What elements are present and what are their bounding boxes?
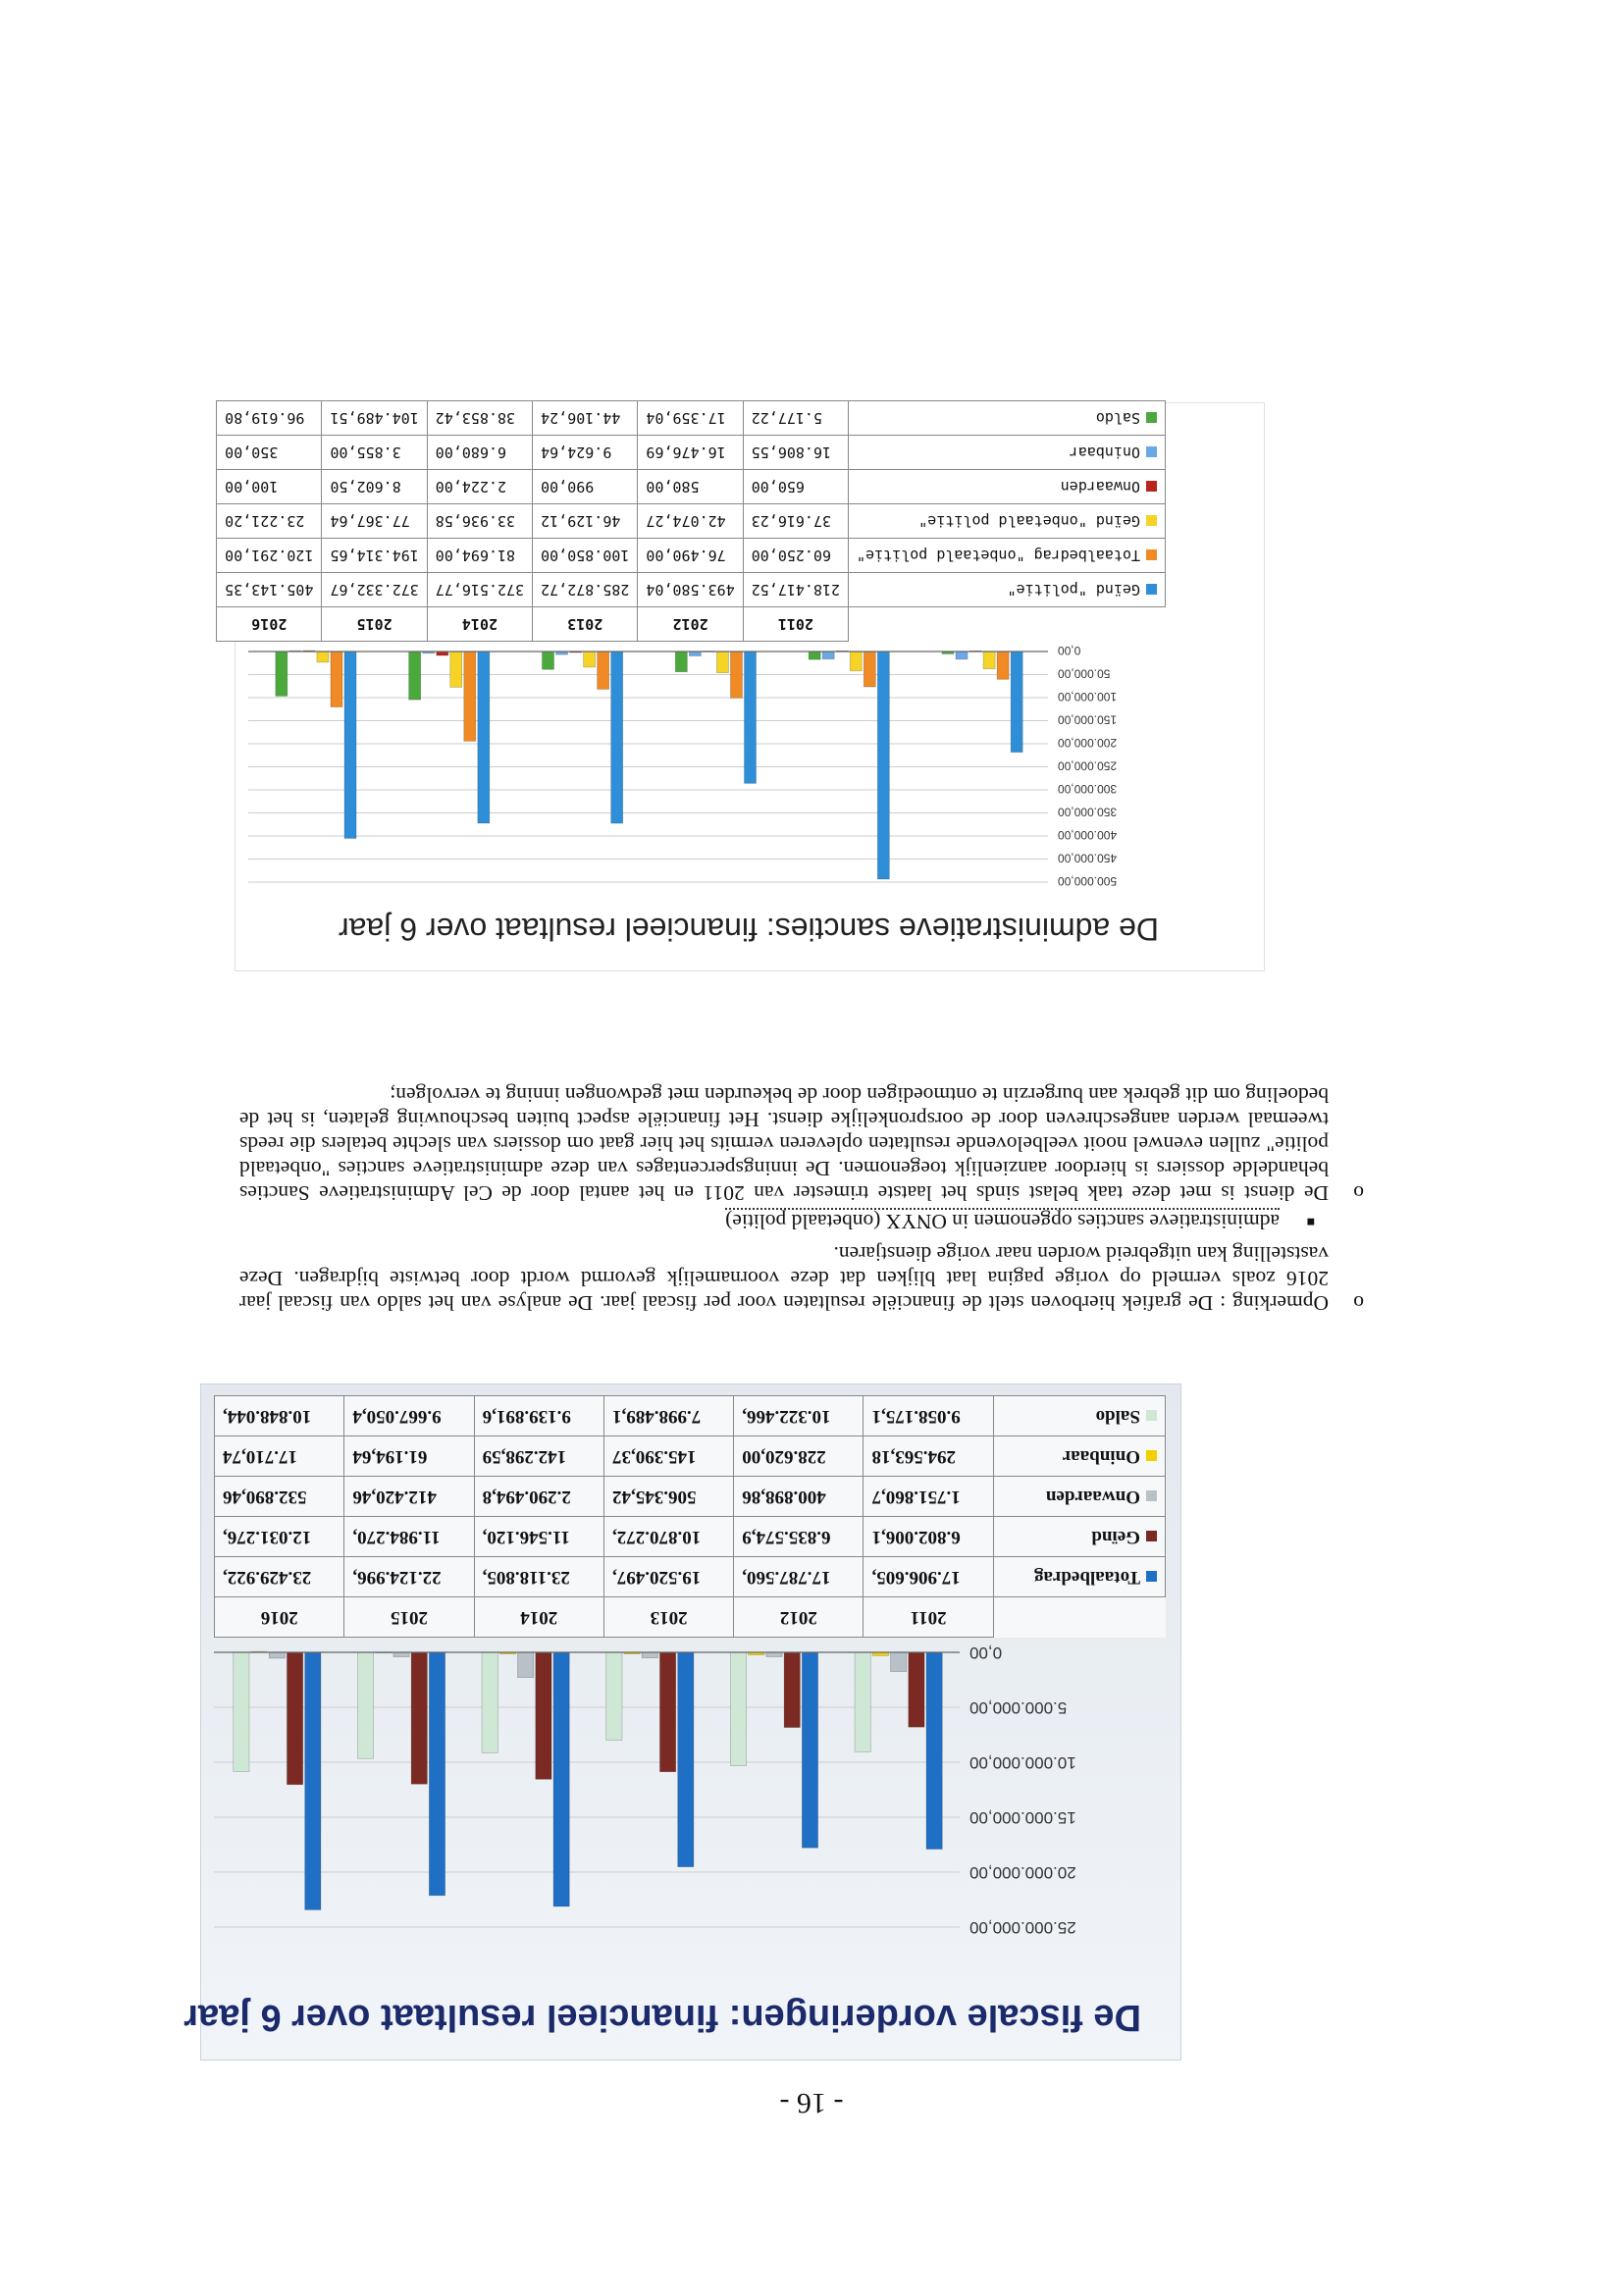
admin-series-label [849, 573, 1166, 607]
admin-bar [716, 652, 728, 673]
admin-year-header: 2016 [217, 607, 322, 642]
fiscal-series-name: Totaalbedrag [1033, 1567, 1140, 1588]
fiscal-y-tick-label: 5.000.000,00 [969, 1698, 1068, 1717]
fiscal-plot [199, 1638, 1180, 1961]
admin-bar [598, 652, 609, 689]
fiscal-value-cell: 9.139.891,6 [474, 1396, 603, 1436]
fiscal-value-cell: 19.520.497, [603, 1557, 733, 1597]
fiscal-value-cell: 145.390,37 [603, 1436, 733, 1477]
admin-row [217, 401, 1166, 436]
fiscal-bar [802, 1652, 817, 1848]
admin-series-name: Geïnd "politie" [1007, 581, 1140, 599]
admin-bar [997, 652, 1009, 679]
admin-bar [809, 652, 820, 659]
admin-value-cell: 6.680,00 [427, 436, 532, 470]
admin-value-cell: 16.476,69 [638, 436, 743, 470]
fiscal-value-cell: 412.420,46 [344, 1477, 474, 1517]
fiscal-bar [926, 1652, 942, 1850]
admin-value-cell: 8.602,50 [322, 470, 427, 504]
admin-bar [877, 652, 889, 879]
admin-series-label [849, 504, 1166, 539]
admin-value-cell: 650,00 [743, 470, 848, 504]
fiscal-bar [429, 1652, 445, 1896]
legend-swatch-icon [1146, 1490, 1157, 1501]
fiscal-value-cell: 532.890,46 [215, 1477, 344, 1517]
fiscal-bar [730, 1652, 746, 1766]
fiscal-value-cell: 10.870.272, [603, 1517, 733, 1557]
admin-row [217, 539, 1166, 573]
admin-y-tick-label: 250.000,00 [1058, 758, 1118, 773]
admin-bar [675, 652, 687, 672]
admin-row [217, 470, 1166, 504]
square-bullet-icon: ■ [1306, 1214, 1315, 1228]
fiscal-bar [855, 1652, 870, 1751]
remark-paragraph [239, 1241, 1378, 1315]
legend-swatch-icon [1146, 1410, 1157, 1421]
fiscal-bar [482, 1652, 497, 1752]
admin-series-label [849, 539, 1166, 573]
admin-bar [317, 652, 329, 662]
fiscal-bar [642, 1652, 657, 1658]
fiscal-value-cell: 11.984.270, [344, 1517, 474, 1557]
admin-bar [584, 652, 596, 667]
fiscal-value-cell: 294.563,18 [864, 1436, 993, 1477]
fiscal-bar [606, 1652, 622, 1741]
fiscal-header-row [215, 1597, 1166, 1638]
admin-value-cell: 46.129,12 [533, 504, 638, 539]
fiscal-bar [784, 1652, 800, 1728]
admin-y-tick-label: 0,00 [1058, 644, 1081, 657]
page-number: - 16 - [779, 2087, 844, 2119]
admin-bar [344, 652, 356, 838]
admin-text: De dienst is met deze taak belast sinds het laatste trimester van 2011 en het aantal door de Cel Administratieve Sancties behandelde dossiers is hierdoor aanzienlijk toegenomen. De inningspercentages van deze administratieve sancties "onbetaald politie" zullen evenwel nooit veelbelovende resultaten opleveren vermits het hier gaat om dossiers van slechte betalers die reeds tweemaal werden aangeschreven door de oorspronkelijke dienst. Het financiële aspect buiten beschouwing gelaten, is het de bedoeling om dit gebrek aan burgerzin te ontmoedigen door de bekeurden met gedwongen inning te vervolgen; [239, 1083, 1329, 1205]
fiscal-value-cell: 6.802.006,1 [864, 1517, 993, 1557]
admin-series-name: Saldo [1095, 409, 1140, 427]
admin-value-cell: 2.224,00 [427, 470, 532, 504]
admin-value-cell: 350,00 [217, 436, 322, 470]
admin-value-cell: 218.417,52 [743, 573, 848, 607]
fiscal-value-cell: 7.998.489,1 [603, 1396, 733, 1436]
admin-value-cell: 990,00 [533, 470, 638, 504]
fiscal-value-cell: 6.835.574,9 [734, 1517, 864, 1557]
admin-chart-title: De administratieve sancties: financieel resultaat over 6 jaar [339, 912, 1159, 947]
admin-y-tick-label: 150.000,00 [1058, 712, 1118, 727]
admin-value-cell: 9.624,64 [533, 436, 638, 470]
fiscal-series-name: Geïnd [1091, 1527, 1140, 1547]
admin-year-header: 2014 [427, 607, 532, 642]
admin-bar [542, 652, 553, 669]
fiscal-bar [553, 1652, 569, 1906]
admin-value-cell: 77.367,64 [322, 504, 427, 539]
admin-y-tick-label: 350.000,00 [1058, 805, 1118, 819]
fiscal-value-cell: 12.031.276, [215, 1517, 344, 1557]
legend-swatch-icon [1146, 1531, 1157, 1541]
legend-swatch-icon [1146, 1571, 1157, 1582]
fiscal-bar [659, 1652, 675, 1772]
fiscal-y-tick-label: 20.000.000,00 [969, 1863, 1076, 1882]
admin-year-header: 2013 [533, 607, 638, 642]
admin-paragraph [239, 1082, 1378, 1205]
admin-value-cell: 3.855,00 [322, 436, 427, 470]
circle-bullet-icon: o [1353, 1181, 1364, 1205]
fiscal-year-header: 2016 [215, 1597, 344, 1638]
admin-bar [1011, 652, 1022, 753]
fiscal-bar [766, 1652, 782, 1656]
admin-row [217, 436, 1166, 470]
admin-bar [464, 652, 476, 741]
admin-year-header: 2015 [322, 607, 427, 642]
fiscal-bar [678, 1652, 694, 1867]
fiscal-bar [234, 1652, 249, 1771]
fiscal-y-tick-label: 10.000.000,00 [969, 1753, 1076, 1772]
admin-value-cell: 100,00 [217, 470, 322, 504]
legend-swatch-icon [1146, 549, 1157, 560]
admin-y-tick-label: 300.000,00 [1058, 782, 1118, 796]
admin-series-label [849, 470, 1166, 504]
fiscal-row [215, 1517, 1166, 1557]
fiscal-bar [305, 1652, 321, 1909]
admin-value-cell: 23.221,20 [217, 504, 322, 539]
fiscal-bar [287, 1652, 302, 1785]
fiscal-y-tick-label: 15.000.000,00 [969, 1808, 1076, 1827]
admin-year-header: 2012 [638, 607, 743, 642]
fiscal-value-cell: 2.290.494,8 [474, 1477, 603, 1517]
fiscal-value-cell: 228.620,00 [734, 1436, 864, 1477]
fiscal-series-label [993, 1557, 1165, 1597]
admin-bar [983, 652, 995, 669]
admin-series-label [849, 401, 1166, 436]
admin-y-tick-label: 500.000,00 [1058, 874, 1118, 888]
admin-bar [689, 652, 701, 656]
admin-bar [850, 652, 862, 671]
fiscal-year-header: 2013 [603, 1597, 733, 1638]
fiscal-bar [357, 1652, 373, 1758]
admin-series-name: Onwaarden [1060, 478, 1140, 496]
admin-series-name: Geïnd "onbetaald politie" [918, 512, 1140, 530]
admin-value-cell: 37.616,23 [743, 504, 848, 539]
admin-plot [234, 642, 1264, 897]
admin-value-cell: 104.489,51 [322, 401, 427, 436]
admin-bar [437, 652, 448, 655]
admin-value-cell: 17.359,04 [638, 401, 743, 436]
admin-row [217, 504, 1166, 539]
fiscal-year-header: 2015 [344, 1597, 474, 1638]
fiscal-series-name: Oninbaar [1062, 1446, 1140, 1467]
admin-value-cell: 120.291,00 [217, 539, 322, 573]
legend-swatch-icon [1146, 481, 1157, 492]
fiscal-value-cell: 11.546.120, [474, 1517, 603, 1557]
fiscal-row [215, 1557, 1166, 1597]
fiscal-value-cell: 23.118.805, [474, 1557, 603, 1597]
fiscal-bar [891, 1652, 907, 1672]
fiscal-value-cell: 9.667.050,4 [344, 1396, 474, 1436]
admin-value-cell: 285.872,72 [533, 573, 638, 607]
fiscal-row [215, 1436, 1166, 1477]
admin-chart [225, 402, 1265, 971]
admin-bar [478, 652, 490, 823]
admin-series-name: Oninbaar [1069, 444, 1140, 461]
admin-data-table [216, 400, 1166, 642]
admin-bar [450, 652, 462, 687]
fiscal-y-tick-label: 25.000.000,00 [969, 1918, 1076, 1937]
admin-value-cell: 60.250,00 [743, 539, 848, 573]
admin-value-cell: 493.580,04 [638, 573, 743, 607]
fiscal-series-label [993, 1517, 1165, 1557]
fiscal-year-header: 2011 [864, 1597, 993, 1638]
admin-bar [730, 652, 742, 698]
admin-corner-cell [849, 607, 1166, 642]
fiscal-plot-svg [199, 1638, 1180, 1961]
fiscal-value-cell: 17.787.560, [734, 1557, 864, 1597]
fiscal-value-cell: 142.298,59 [474, 1436, 603, 1477]
fiscal-bar [411, 1652, 427, 1784]
admin-y-tick-label: 400.000,00 [1058, 828, 1118, 842]
fiscal-bar [269, 1652, 285, 1658]
admin-y-tick-label: 100.000,00 [1058, 690, 1118, 704]
admin-value-cell: 194.314,65 [322, 539, 427, 573]
admin-value-cell: 372.516,77 [427, 573, 532, 607]
admin-value-cell: 372.332,67 [322, 573, 427, 607]
fiscal-series-label [993, 1436, 1165, 1477]
admin-y-tick-label: 200.000,00 [1058, 736, 1118, 750]
legend-swatch-icon [1146, 412, 1157, 423]
fiscal-series-name: Onwaarden [1045, 1487, 1140, 1507]
admin-bar [331, 652, 342, 707]
body-text [239, 1074, 1378, 1315]
fiscal-value-cell: 10.848.044, [215, 1396, 344, 1436]
fiscal-bar [909, 1652, 924, 1727]
fiscal-value-cell: 61.194,64 [344, 1436, 474, 1477]
circle-bullet-icon: o [1353, 1291, 1364, 1315]
admin-year-header: 2011 [743, 607, 848, 642]
fiscal-chart-title: De fiscale vorderingen: financieel resultaat over 6 jaar [183, 1997, 1141, 2038]
fiscal-series-label [993, 1396, 1165, 1436]
fiscal-bar [536, 1652, 551, 1779]
admin-value-cell: 5.177,22 [743, 401, 848, 436]
fiscal-value-cell: 22.124.996, [344, 1557, 474, 1597]
remark-text: Opmerking : De grafiek hierboven stelt de financiële resultaten voor per fiscaal jaar. De analyse van het saldo van fiscaal jaar 2016 zoals vermeld op vorige pagina laat blijken dat deze voornamelijk gevormd wordt door betwiste bijdragen. Deze vaststelling kan uitgebreid worden naar vorige dienstjaren. [239, 1242, 1329, 1315]
admin-value-cell: 76.490,00 [638, 539, 743, 573]
admin-value-cell: 42.074,27 [638, 504, 743, 539]
admin-bar [611, 652, 623, 823]
fiscal-value-cell: 400.898,86 [734, 1477, 864, 1517]
fiscal-value-cell: 506.345,42 [603, 1477, 733, 1517]
admin-bar [956, 652, 968, 659]
admin-series-label [849, 436, 1166, 470]
fiscal-year-header: 2014 [474, 1597, 603, 1638]
fiscal-row [215, 1477, 1166, 1517]
admin-value-cell: 81.694,00 [427, 539, 532, 573]
fiscal-chart [183, 1383, 1181, 2061]
admin-y-tick-label: 50.000,00 [1058, 666, 1111, 681]
admin-value-cell: 100.850,00 [533, 539, 638, 573]
fiscal-series-name: Saldo [1095, 1406, 1140, 1427]
admin-row [217, 573, 1166, 607]
admin-value-cell: 16.806,55 [743, 436, 848, 470]
legend-swatch-icon [1146, 515, 1157, 526]
fiscal-corner-cell [993, 1597, 1165, 1638]
admin-plot-svg [234, 642, 1264, 897]
admin-bar [864, 652, 875, 687]
admin-value-cell: 38.853,42 [427, 401, 532, 436]
section-heading: administratieve sancties opgenomen in ONYX (onbetaald politie) [725, 1210, 1280, 1233]
fiscal-value-cell: 9.058.175,1 [864, 1396, 993, 1436]
admin-bar [276, 652, 288, 696]
admin-y-tick-label: 450.000,00 [1058, 851, 1118, 865]
fiscal-value-cell: 1.751.860,7 [864, 1477, 993, 1517]
fiscal-value-cell: 17.710,74 [215, 1436, 344, 1477]
fiscal-series-label [993, 1477, 1165, 1517]
admin-bar [744, 652, 756, 783]
fiscal-bar [518, 1652, 534, 1678]
admin-value-cell: 405.143,35 [217, 573, 322, 607]
legend-swatch-icon [1146, 1450, 1157, 1461]
legend-swatch-icon [1146, 446, 1157, 457]
admin-value-cell: 96.619,80 [217, 401, 322, 436]
admin-value-cell: 44.106,24 [533, 401, 638, 436]
fiscal-value-cell: 10.322.466, [734, 1396, 864, 1436]
fiscal-data-table [214, 1395, 1166, 1638]
fiscal-y-tick-label: 0,00 [969, 1644, 1003, 1662]
fiscal-bar [393, 1652, 409, 1657]
fiscal-row [215, 1396, 1166, 1436]
section-bullet [239, 1209, 1378, 1233]
admin-bar [409, 652, 421, 700]
admin-value-cell: 580,00 [638, 470, 743, 504]
admin-header-row [217, 607, 1166, 642]
fiscal-value-cell: 17.906.605, [864, 1557, 993, 1597]
admin-bar [822, 652, 834, 659]
fiscal-value-cell: 23.429.922, [215, 1557, 344, 1597]
legend-swatch-icon [1146, 584, 1157, 595]
fiscal-year-header: 2012 [734, 1597, 864, 1638]
admin-value-cell: 33.936,58 [427, 504, 532, 539]
admin-series-name: Totaalbedrag "onbetaald politie" [857, 547, 1140, 564]
